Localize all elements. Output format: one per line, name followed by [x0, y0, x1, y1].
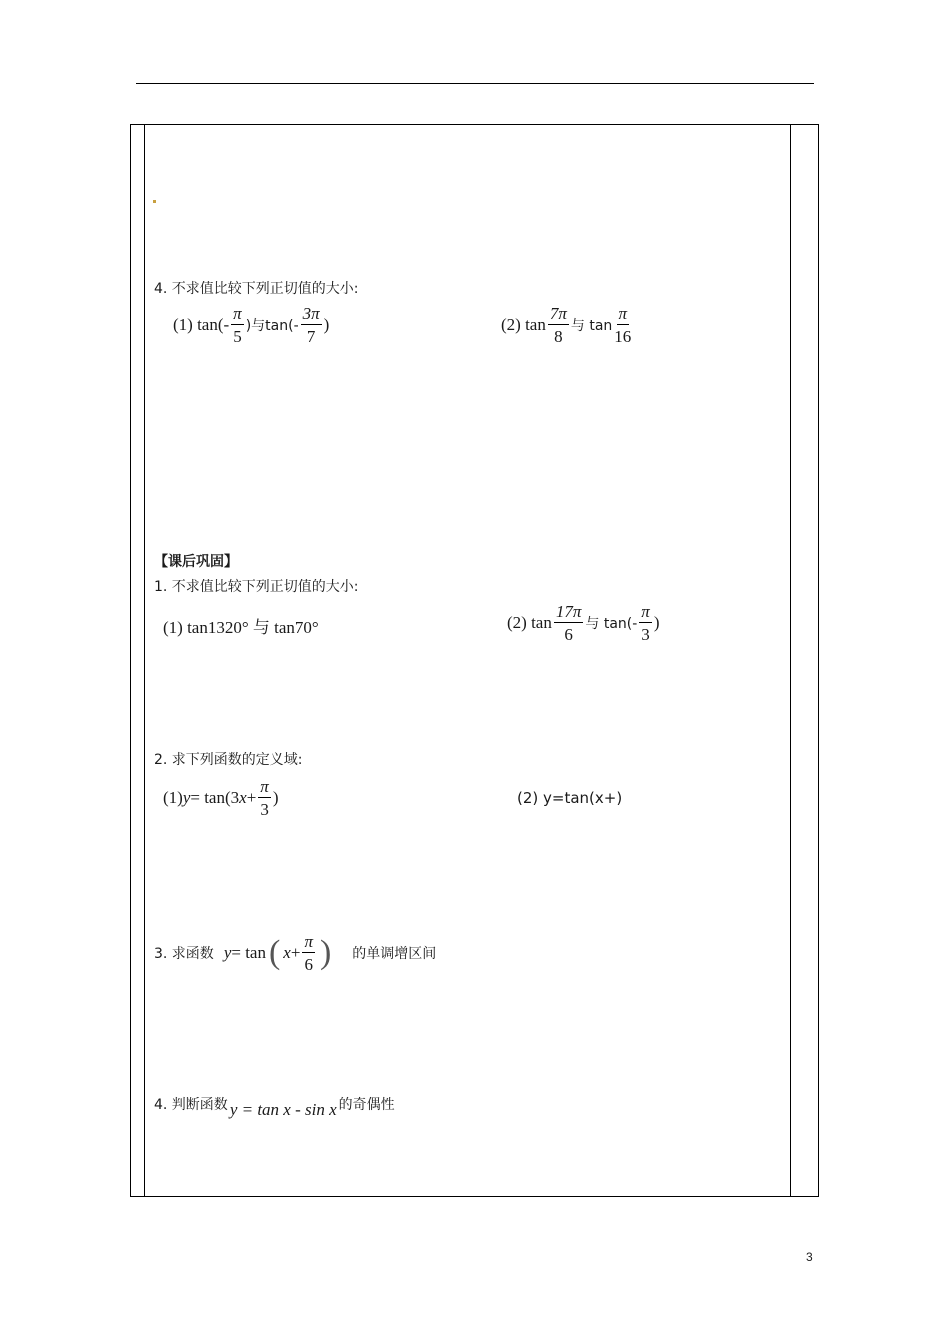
q4-title: 4. 不求值比较下列正切值的大小:	[154, 281, 359, 297]
q4-part1-mid: )与tan(-	[245, 318, 299, 334]
table-inner-left-border	[144, 124, 145, 1197]
right-paren: )	[319, 934, 332, 971]
denominator: 3	[641, 625, 650, 644]
close-paren: )	[323, 315, 330, 334]
fraction	[301, 305, 322, 345]
h1-title: 1. 不求值比较下列正切值的大小:	[154, 579, 359, 595]
numerator: π	[618, 304, 628, 323]
fraction	[639, 603, 652, 643]
numerator: π	[260, 777, 269, 796]
h4-prefix: 4. 判断函数	[154, 1097, 228, 1113]
fraction	[258, 778, 271, 818]
q4-part1	[173, 305, 329, 345]
variable-y: y	[223, 943, 232, 962]
numerator: π	[304, 932, 313, 951]
numerator: 3π	[302, 304, 320, 323]
h1-part2	[507, 603, 659, 643]
h2-part1-label: (1)	[163, 788, 183, 807]
h2-part1	[163, 778, 279, 818]
q4-part1-label: (1) tan(-	[173, 315, 230, 334]
variable-x: x	[239, 788, 247, 807]
close-paren: )	[272, 788, 279, 807]
numerator: π	[233, 304, 242, 323]
denominator: 5	[233, 327, 242, 346]
fraction	[231, 305, 244, 345]
h2-title: 2. 求下列函数的定义域:	[154, 752, 303, 768]
left-paren: (	[268, 934, 281, 971]
header-rule	[136, 83, 814, 84]
numerator: 17π	[555, 602, 582, 621]
denominator: 8	[554, 327, 563, 346]
variable-x: x	[283, 943, 291, 962]
numerator: 7π	[549, 304, 567, 323]
numerator: π	[641, 602, 650, 621]
h1-part2-mid: 与 tan(-	[585, 616, 638, 632]
variable-y: y	[182, 788, 191, 807]
close-paren: )	[653, 613, 660, 632]
fraction	[548, 305, 569, 345]
h1-part2-label: (2) tan	[507, 613, 552, 632]
plus-sign: +	[246, 788, 257, 807]
page-number: 3	[806, 1250, 813, 1264]
h1-part1: (1) tan1320° 与 tan70°	[163, 618, 319, 637]
fraction	[554, 603, 584, 643]
denominator: 3	[260, 800, 269, 819]
h4-suffix: 的奇偶性	[338, 1097, 395, 1113]
h4	[154, 1097, 395, 1120]
equals-tan: = tan	[231, 943, 266, 962]
q4-part2	[501, 305, 633, 345]
equals-tan: = tan(3	[190, 788, 240, 807]
denominator: 6	[564, 625, 573, 644]
marker-dot	[153, 200, 156, 203]
h3-suffix: 的单调增区间	[352, 946, 437, 962]
h3-prefix: 3. 求函数	[154, 946, 214, 962]
h2-part2: (2) y=tan(x+)	[517, 789, 623, 807]
plus-sign: +	[290, 943, 301, 962]
fraction	[302, 933, 315, 973]
h4-expression: y = tan x - sin x	[229, 1100, 337, 1119]
h3	[154, 933, 436, 973]
section-title: 【课后巩固】	[154, 554, 238, 570]
table-inner-right-border	[790, 124, 791, 1197]
q4-part2-label: (2) tan	[501, 315, 546, 334]
denominator: 6	[304, 955, 313, 974]
denominator: 7	[306, 327, 316, 346]
q4-part2-mid: 与 tan	[570, 318, 613, 334]
fraction	[614, 305, 631, 345]
denominator: 16	[614, 327, 632, 346]
